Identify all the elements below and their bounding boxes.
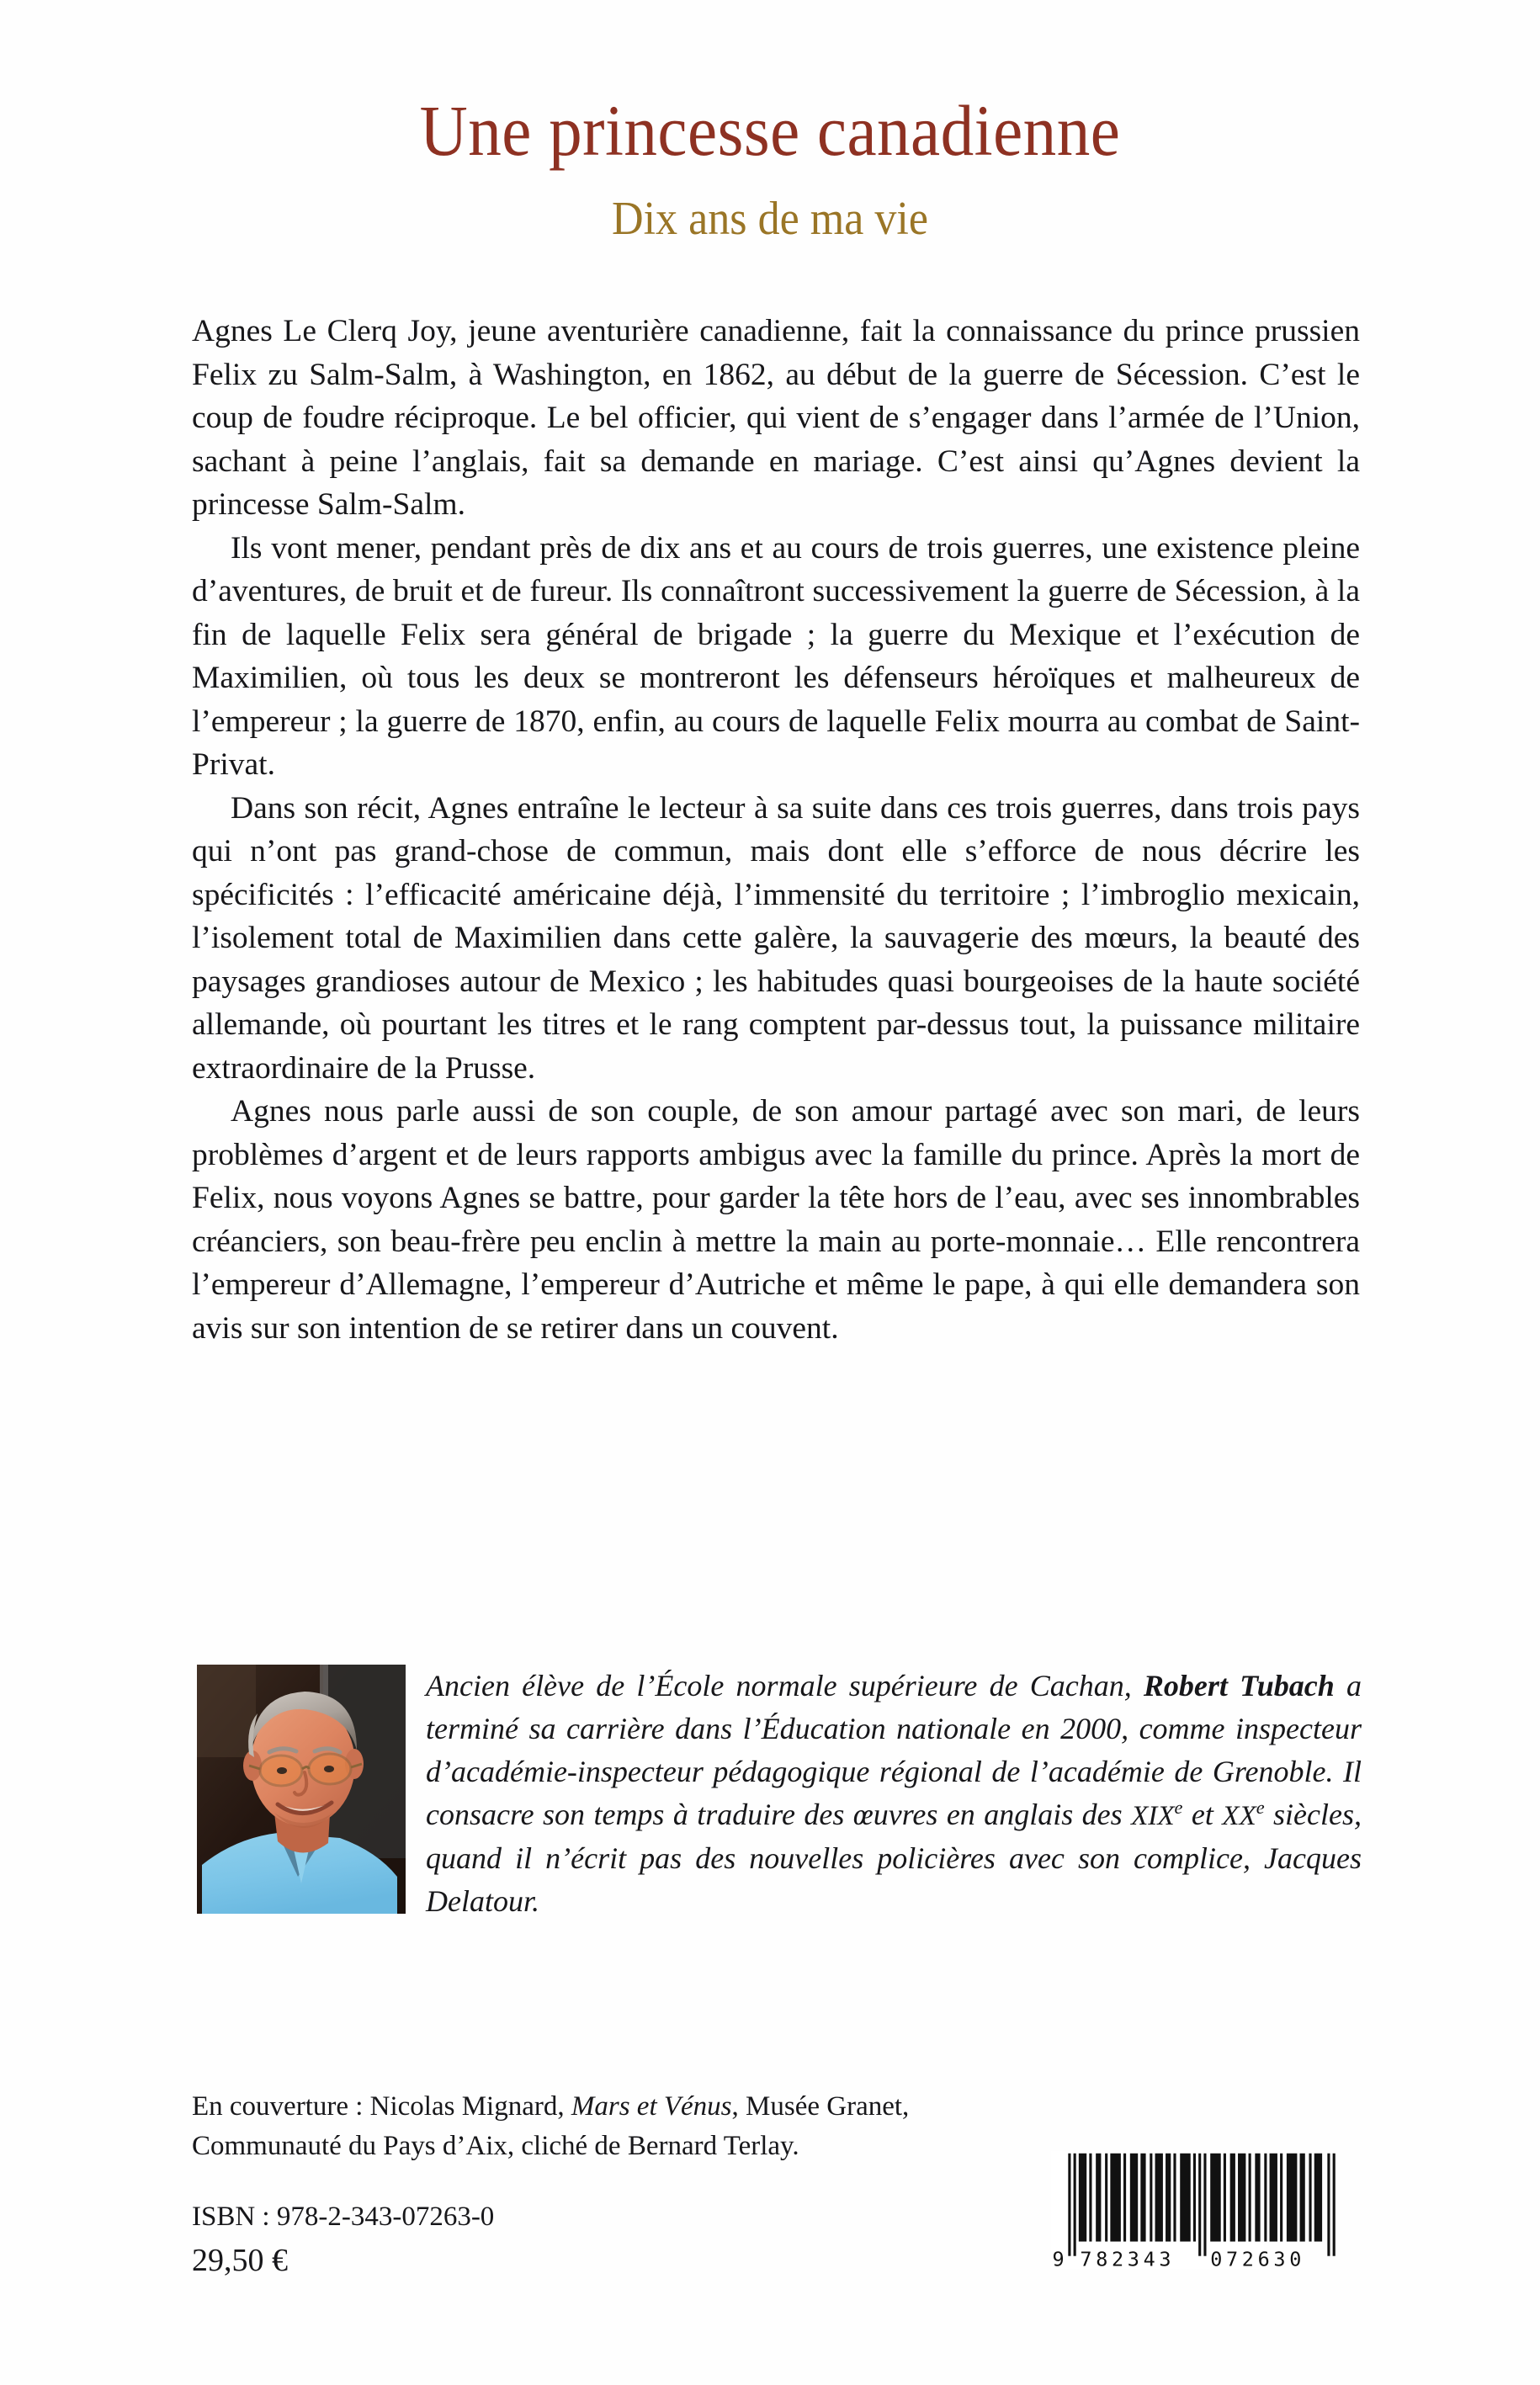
- cover-artwork-title: Mars et Vénus: [571, 2091, 732, 2122]
- author-photo: [197, 1665, 406, 1914]
- barcode-digits-group2: 072630: [1210, 2247, 1306, 2271]
- century-nineteenth-suffix: e: [1174, 1797, 1183, 1818]
- bio-text-end: siècles, quand il n’écrit pas des nouvelles policières avec son complice, Jacques Delatour.: [426, 1798, 1362, 1918]
- blurb-paragraph: Agnes Le Clerq Joy, jeune aventurière canadienne, fait la connaissance du prince prussien Felix zu Salm-Salm, à Washington, en 1862, au début de la guerre de Sécession. C’est le coup de foudre réciproque. Le bel officier, qui vient de s’engager dans l’armée de l’Union, sachant à peine l’anglais, fait sa demande en mariage. C’est ainsi qu’Agnes devient la princesse Salm-Salm.: [192, 314, 1360, 522]
- author-bio-text: [426, 1665, 1362, 1923]
- bio-between-centuries: et: [1182, 1798, 1223, 1831]
- cover-credit-prefix: En couverture : Nicolas Mignard,: [192, 2091, 571, 2122]
- blurb-paragraph: Dans son récit, Agnes entraîne le lecteur à sa suite dans ces trois guerres, dans trois pays qui n’ont pas grand-chose de commun, mais dont elle s’efforce de nous décrire les spécificités : l’efficacité américaine déjà, l’immensité du territoire ; l’imbroglio mexicain, l’isolement total de Maximilien dans cette galère, la sauvagerie des mœurs, la beauté des paysages grandioses autour de Mexico ; les habitudes quasi bourgeoises de la haute société allemande, où pourtant les titres et le rang comptent par-dessus tout, la puissance militaire extraordinaire de la Prusse.: [192, 790, 1360, 1086]
- century-nineteenth: XIX: [1131, 1800, 1175, 1831]
- author-bio: [197, 1665, 1362, 1923]
- barcode-digits-group1: 782343: [1080, 2247, 1176, 2271]
- blurb-paragraph: Agnes nous parle aussi de son couple, de son amour partagé avec son mari, de leurs problèmes d’argent et de leurs rapports ambigus avec la famille du prince. Après la mort de Felix, nous voyons Agnes se battre, pour garder la tête hors de l’eau, avec ses innombrables créanciers, son beau-frère peu enclin à mettre la main au porte-monnaie… Elle rencontrera l’empereur d’Allemagne, l’empereur d’Autriche et même le pape, à qui elle demandera son avis sur son intention de se retirer dans un couvent.: [192, 1094, 1360, 1346]
- cover-credit-suffix: , Musée Granet, Communauté du Pays d’Aix, cliché de Bernard Terlay.: [192, 2091, 910, 2161]
- cover-credit: [192, 2087, 1033, 2166]
- blurb-text: [192, 310, 1360, 1350]
- century-twentieth-suffix: e: [1256, 1797, 1265, 1818]
- blurb-paragraph: Ils vont mener, pendant près de dix ans et au cours de trois guerres, une existence pleine d’aventures, de bruit et de fureur. Ils connaîtront successivement la guerre de Sécession, à la fin de laquelle Felix sera général de brigade ; la guerre du Mexique et l’exécution de Maximilien, où tous les deux se montreront les défenseurs héroïques et malheureux de l’empereur ; la guerre de 1870, enfin, au cours de laquelle Felix mourra au combat de Saint-Privat.: [192, 530, 1360, 782]
- barcode: [1051, 2134, 1341, 2286]
- century-twentieth: XX: [1222, 1800, 1256, 1831]
- title-block: [0, 90, 1540, 245]
- author-name: Robert Tubach: [1143, 1669, 1335, 1702]
- bio-text-before-name: Ancien élève de l’École normale supérieure de Cachan,: [426, 1669, 1144, 1702]
- bio-text-after-name: a terminé sa carrière dans l’Éducation nationale en 2000, comme inspecteur d’académie-inspecteur pédagogique régional de l’académie de Grenoble. Il consacre son temps à traduire des œuvres en anglais des: [426, 1669, 1362, 1831]
- page-subtitle: Dix ans de ma vie: [611, 193, 929, 245]
- price: 29,50 €: [192, 2243, 288, 2278]
- isbn: ISBN : 978-2-343-07263-0: [192, 2202, 495, 2232]
- barcode-digit-left: 9: [1052, 2247, 1065, 2271]
- page-title: Une princesse canadienne: [419, 90, 1121, 171]
